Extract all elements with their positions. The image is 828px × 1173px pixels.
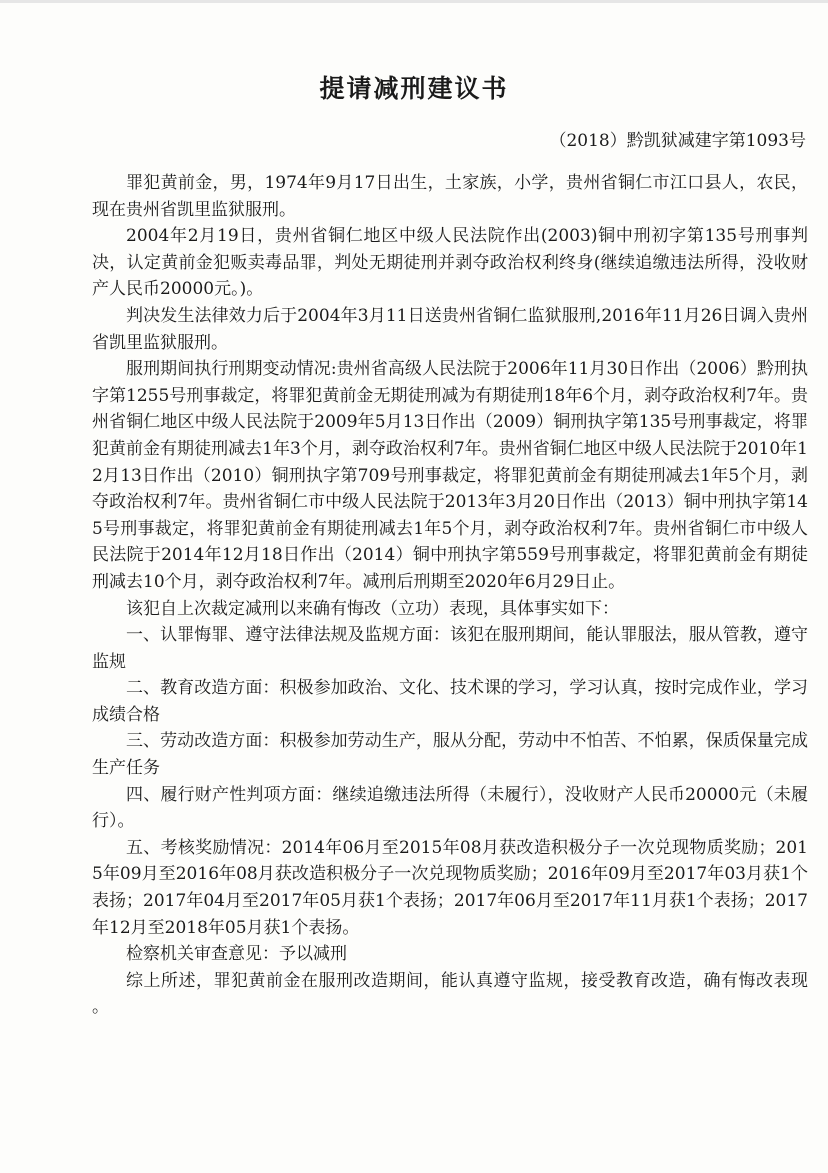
paragraph-item-5: 五、考核奖励情况：2014年06月至2015年08月获改造积极分子一次兑现物质奖励；2015年09月至2016年08月获改造积极分子一次兑现物质奖励；2016年09月至2017年03月获1个表扬；2017年04月至2017年05月获1个表扬；2017年06月至2017年11月获1个表扬；2017年12月至2018年05月获1个表扬。 — [92, 837, 808, 938]
paragraph-sentence-changes: 服刑期间执行刑期变动情况:贵州省高级人民法院于2006年11月30日作出（2006）黔刑执字第1255号刑事裁定，将罪犯黄前金无期徒刑减为有期徒刑18年6个月，剥夺政治权利7年。贵州省铜仁地区中级人民法院于2009年5月13日作出（2009）铜刑执字第135号刑事裁定，将罪犯黄前金有期徒刑减去1年3个月，剥夺政治权利7年。贵州省铜仁地区中级人民法院于2010年12月13日作出（2010）铜刑执字第709号刑事裁定，将罪犯黄前金有期徒刑减去1年5个月，剥夺政治权利7年。贵州省铜仁市中级人民法院于2013年3月20日作出（2013）铜中刑执字第145号刑事裁定，将罪犯黄前金有期徒刑减去1年5个月，剥夺政治权利7年。贵州省铜仁市中级人民法院于2014年12月18日作出（2014）铜中刑执字第559号刑事裁定，将罪犯黄前金有期徒刑减去10个月，剥夺政治权利7年。减刑后刑期至2020年6月29日止。 — [92, 359, 808, 592]
document-title: 提请减刑建议书 — [319, 74, 509, 103]
paragraph-basic-info: 罪犯黄前金，男，1974年9月17日出生，土家族，小学，贵州省铜仁市江口县人，农民，现在贵州省凯里监狱服刑。 — [92, 173, 808, 220]
paragraph-procuratorate-opinion: 检察机关审查意见：予以减刑 — [126, 944, 347, 965]
paragraph-item-1: 一、认罪悔罪、遵守法律法规及监规方面：该犯在服刑期间，能认罪服法，服从管教，遵守监规 — [92, 625, 808, 672]
top-edge-rule — [0, 0, 828, 3]
paragraph-facts-intro: 该犯自上次裁定减刑以来确有悔改（立功）表现，具体事实如下： — [126, 598, 619, 619]
paragraph-item-3: 三、劳动改造方面：积极参加劳动生产，服从分配，劳动中不怕苦、不怕累，保质保量完成生产任务 — [92, 731, 808, 779]
paragraph-conclusion: 综上所述，罪犯黄前金在服刑改造期间，能认真遵守监规，接受教育改造，确有悔改表现 。 — [92, 970, 808, 1018]
document-number: （2018）黔凯狱减建字第1093号 — [549, 131, 806, 151]
paragraph-item-2: 二、教育改造方面：积极参加政治、文化、技术课的学习，学习认真，按时完成作业，学习成绩合格 — [92, 678, 808, 725]
paragraph-item-4: 四、履行财产性判项方面：继续追缴违法所得（未履行），没收财产人民币20000元（未履行）。 — [92, 784, 808, 832]
paragraph-original-judgment: 2004年2月19日，贵州省铜仁地区中级人民法院作出(2003)铜中刑初字第135号刑事判决，认定黄前金犯贩卖毒品罪，判处无期徒刑并剥夺政治权利终身(继续追缴违法所得，没收财产人民币20000元。)。 — [92, 226, 808, 300]
document-body — [92, 170, 808, 1021]
paragraph-transfer: 判决发生法律效力后于2004年3月11日送贵州省铜仁监狱服刑,2016年11月26日调入贵州省凯里监狱服刑。 — [92, 305, 808, 353]
